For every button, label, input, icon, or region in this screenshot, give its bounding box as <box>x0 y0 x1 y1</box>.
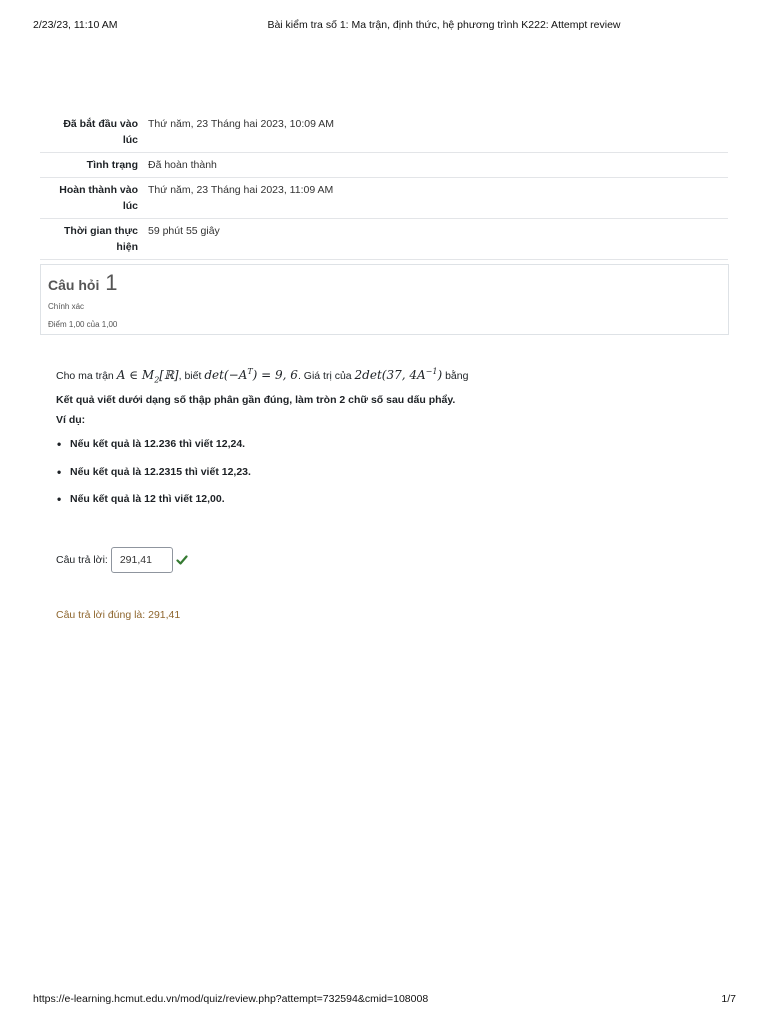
statement-biet: , biết <box>178 370 205 382</box>
check-icon <box>176 554 188 566</box>
example-list <box>56 436 716 507</box>
summary-row-started <box>40 112 728 153</box>
question-state: Chính xác <box>48 302 85 311</box>
question-title-prefix: Câu hỏi <box>48 277 100 293</box>
math-R: [ℝ] <box>159 368 179 382</box>
math-2det-end: ) <box>437 368 443 382</box>
question-text <box>56 362 716 519</box>
math-M-sub: 2 <box>154 375 160 385</box>
answer-label: Câu trả lời: <box>56 554 108 566</box>
summary-value: 59 phút 55 giây <box>142 219 728 260</box>
example-heading: Ví dụ: <box>56 414 86 427</box>
math-M: M <box>141 368 155 382</box>
statement-bang: bằng <box>442 370 469 382</box>
summary-row-completed <box>40 178 728 219</box>
print-datetime: 2/23/23, 11:10 AM <box>33 19 118 31</box>
answer-input[interactable] <box>111 547 173 573</box>
right-answer-feedback: Câu trả lời đúng là: 291,41 <box>56 609 181 621</box>
math-inverse: −1 <box>425 367 438 376</box>
question-grade: Điểm 1,00 của 1,00 <box>48 320 118 329</box>
print-url: https://e-learning.hcmut.edu.vn/mod/quiz/review.php?attempt=732594&cmid=108008 <box>33 993 429 1005</box>
math-expression-det <box>204 368 298 382</box>
summary-label: Hoàn thành vào lúc <box>40 178 142 219</box>
print-title: Bài kiểm tra số 1: Ma trận, định thức, hệ phương trình K222: Attempt review <box>267 19 621 31</box>
math-transpose: T <box>247 367 253 376</box>
print-page-number: 1/7 <box>721 993 736 1005</box>
answer-row <box>56 546 188 574</box>
summary-label: Tình trạng <box>40 153 142 178</box>
summary-value: Thứ năm, 23 Tháng hai 2023, 11:09 AM <box>142 178 728 219</box>
print-header <box>0 0 768 40</box>
example-item: • Nếu kết quả là 12 thì viết 12,00. <box>56 491 716 507</box>
summary-label: Thời gian thực hiện <box>40 219 142 260</box>
summary-value: Thứ năm, 23 Tháng hai 2023, 10:09 AM <box>148 118 335 130</box>
math-det: det(−A <box>204 368 248 382</box>
question-title <box>48 271 721 297</box>
question-number: 1 <box>105 270 118 295</box>
question-info-box <box>40 264 729 335</box>
summary-value: Đã hoàn thành <box>142 153 728 178</box>
example-item: • Nếu kết quả là 12.2315 thì viết 12,23. <box>56 464 716 480</box>
example-item: • Nếu kết quả là 12.236 thì viết 12,24. <box>56 436 716 452</box>
math-expression-matrix <box>116 368 179 385</box>
math-in: ∈ <box>125 368 142 382</box>
statement-intro: Cho ma trận <box>56 370 117 382</box>
summary-row-state <box>40 153 728 178</box>
summary-label: Đã bắt đầu vào lúc <box>63 118 138 146</box>
math-2det: 2det(37, 4A <box>354 368 426 382</box>
summary-row-duration <box>40 219 728 260</box>
question-instruction: Kết quả viết dưới dạng số thập phân gần đúng, làm tròn 2 chữ số sau dấu phẩy. <box>56 394 456 407</box>
statement-gia-tri: . Giá trị của <box>297 370 355 382</box>
math-det-end: ) = 9, 6 <box>252 368 298 382</box>
math-expression-target <box>355 368 443 382</box>
attempt-summary-table <box>40 112 728 284</box>
question-statement <box>56 362 716 390</box>
math-A: A <box>116 368 126 382</box>
